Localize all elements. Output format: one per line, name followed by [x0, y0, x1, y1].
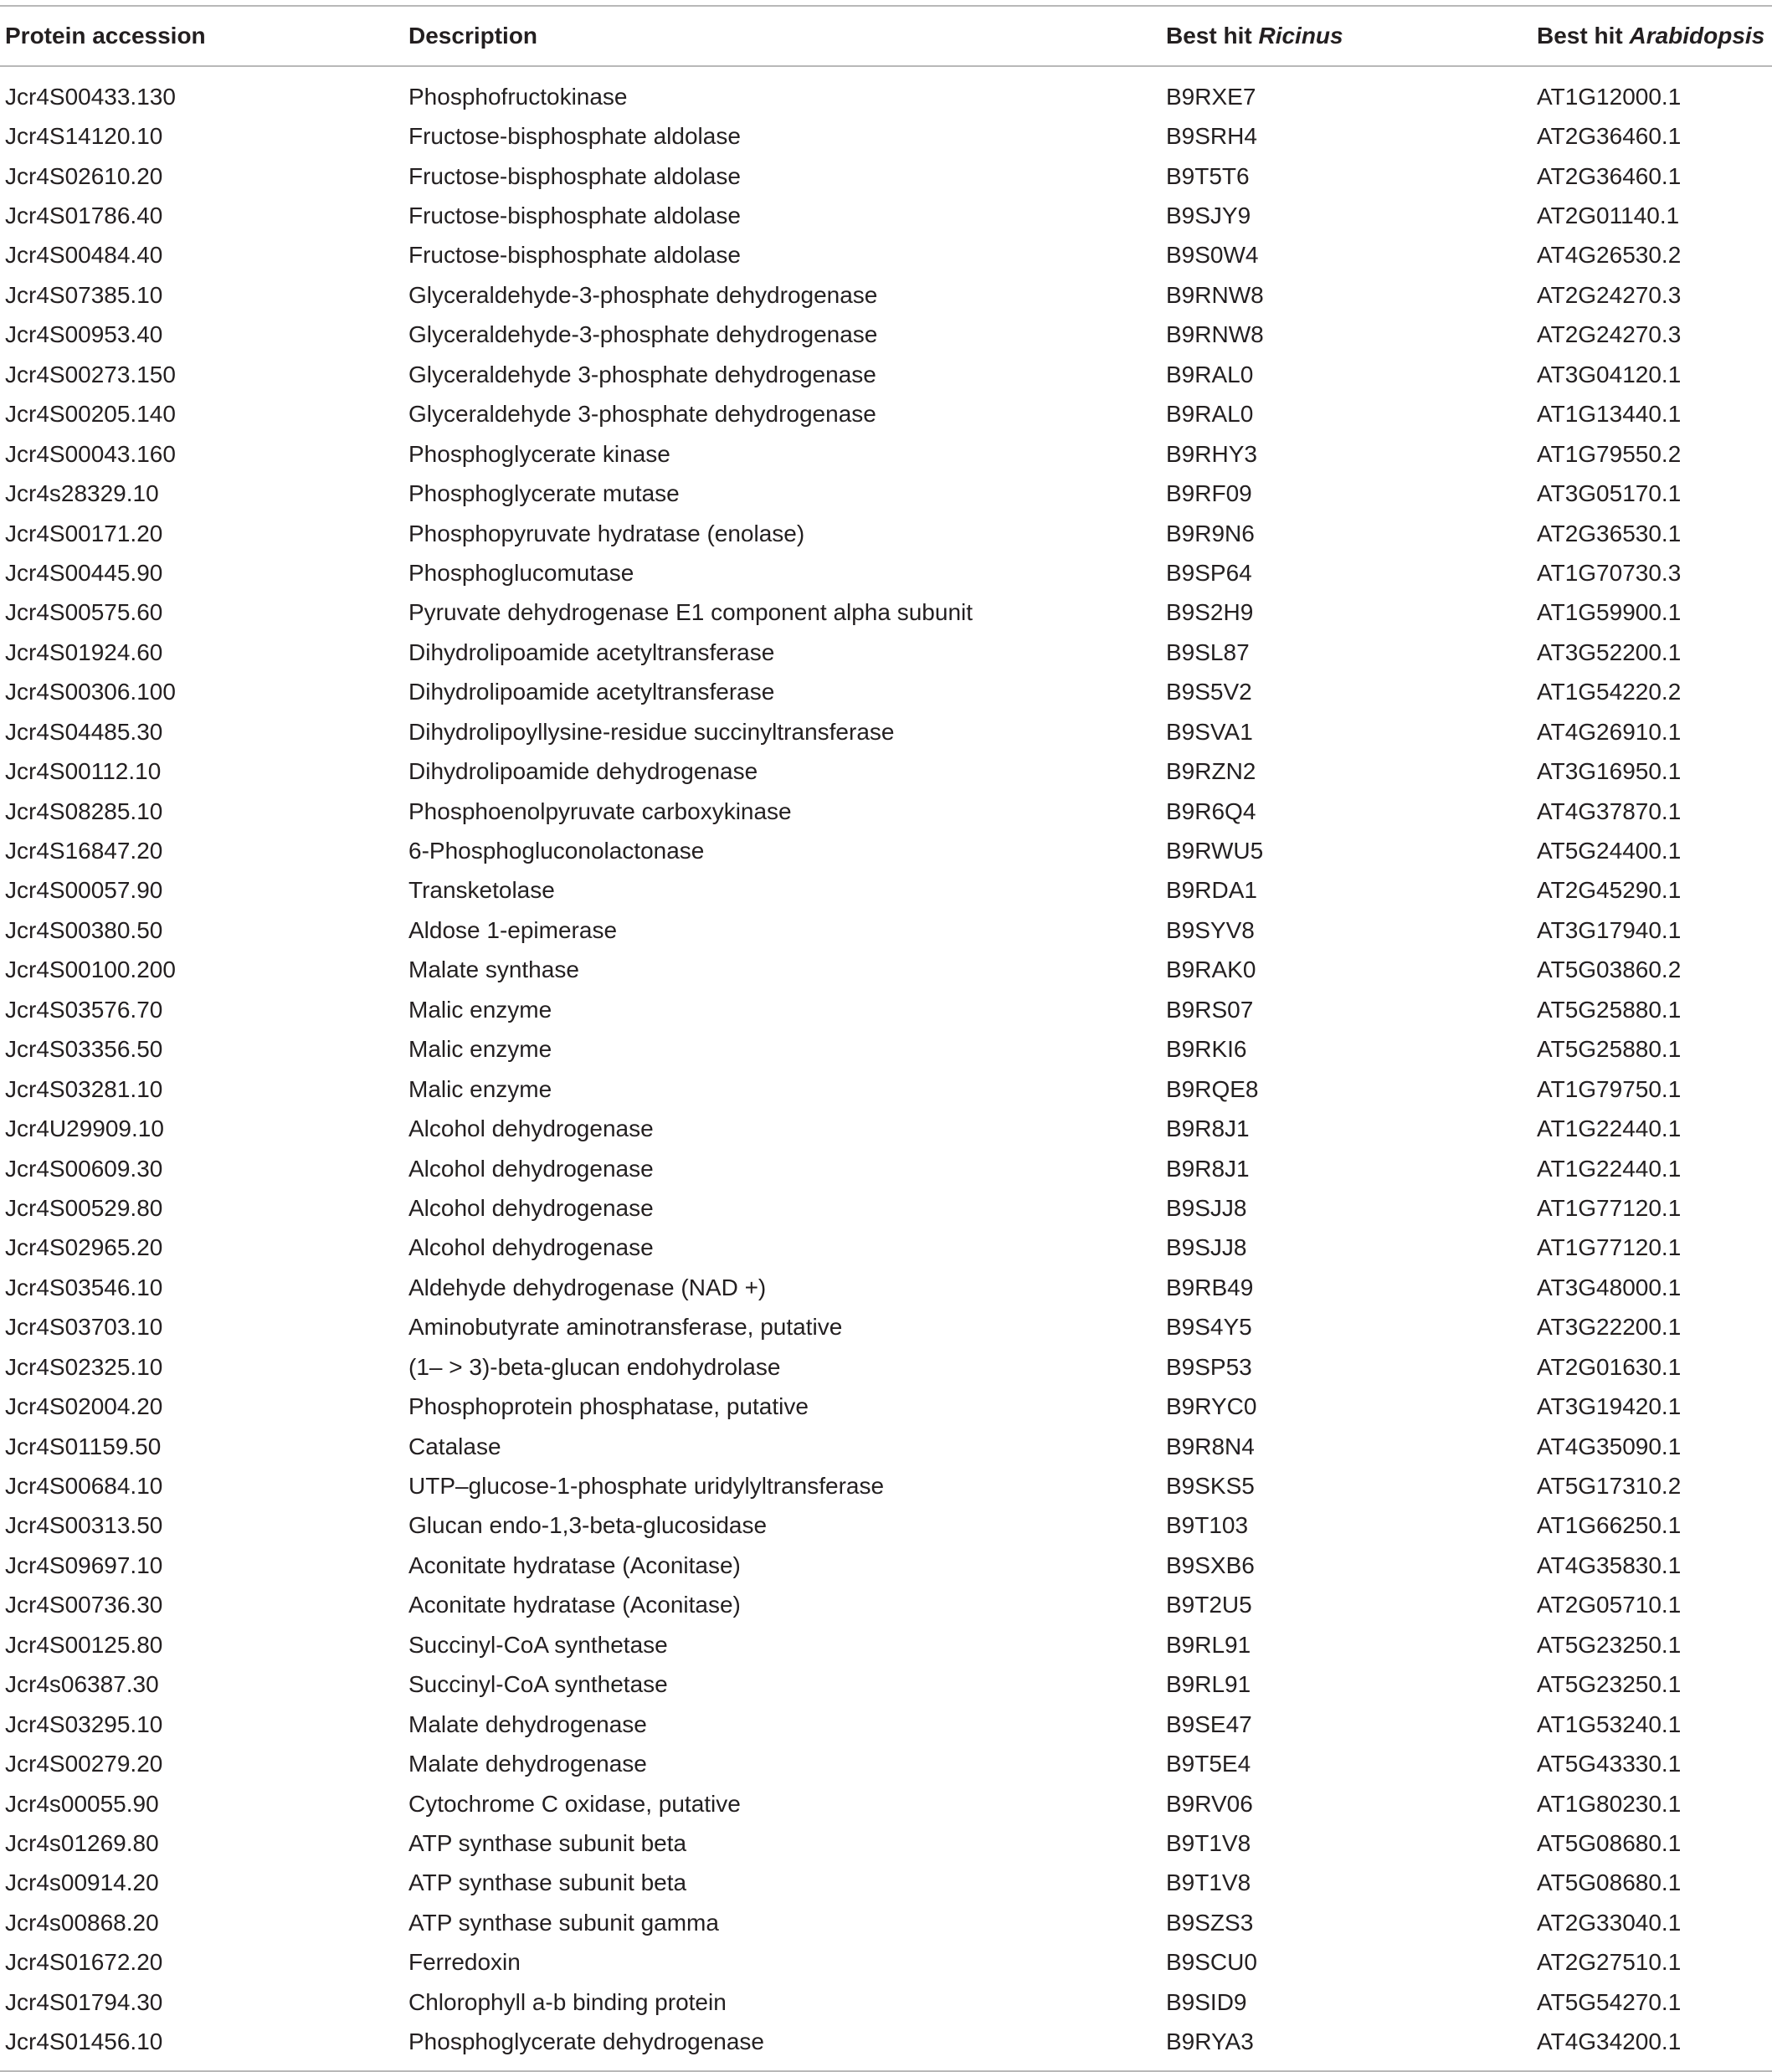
cell-description: 6-Phosphogluconolactonase [408, 838, 705, 864]
cell-best-hit-arabidopsis: AT4G34200.1 [1537, 2028, 1682, 2055]
cell-protein-accession: Jcr4S00484.40 [5, 242, 163, 269]
cell-best-hit-arabidopsis: AT3G04120.1 [1537, 361, 1682, 387]
cell-description: Dihydrolipoamide acetyltransferase [408, 679, 775, 705]
cell-best-hit-arabidopsis: AT5G54270.1 [1537, 1988, 1682, 2015]
header-arabidopsis-species: Arabidopsis [1629, 23, 1765, 49]
cell-description: Alcohol dehydrogenase [408, 1234, 654, 1261]
table-row [0, 1387, 1772, 1426]
cell-description: Phosphofructokinase [408, 83, 628, 110]
cell-description: Malate synthase [408, 957, 579, 983]
table-row [0, 1427, 1772, 1466]
cell-best-hit-arabidopsis: AT5G25880.1 [1537, 996, 1682, 1023]
protein-table [0, 5, 1772, 2072]
cell-description: Glyceraldehyde-3-phosphate dehydrogenase [408, 321, 878, 348]
table-row [0, 633, 1772, 672]
cell-best-hit-arabidopsis: AT3G52200.1 [1537, 639, 1682, 665]
cell-description: Malic enzyme [408, 1036, 552, 1063]
cell-protein-accession: Jcr4S03546.10 [5, 1274, 163, 1300]
table-row [0, 910, 1772, 950]
cell-best-hit-arabidopsis: AT2G24270.3 [1537, 321, 1682, 348]
table-row [0, 1069, 1772, 1109]
cell-best-hit-arabidopsis: AT2G01630.1 [1537, 1353, 1682, 1380]
cell-protein-accession: Jcr4S01456.10 [5, 2028, 163, 2055]
cell-best-hit-arabidopsis: AT3G48000.1 [1537, 1274, 1682, 1300]
cell-description: Alcohol dehydrogenase [408, 1155, 654, 1182]
cell-best-hit-arabidopsis: AT1G22440.1 [1537, 1115, 1682, 1142]
cell-protein-accession: Jcr4S08285.10 [5, 798, 163, 824]
cell-description: Ferredoxin [408, 1949, 521, 1976]
cell-best-hit-ricinus: B9T2U5 [1166, 1592, 1252, 1618]
cell-description: Malic enzyme [408, 996, 552, 1023]
cell-best-hit-arabidopsis: AT2G27510.1 [1537, 1949, 1682, 1976]
cell-best-hit-arabidopsis: AT4G37870.1 [1537, 798, 1682, 824]
cell-best-hit-ricinus: B9T1V8 [1166, 1829, 1251, 1856]
table-row [0, 751, 1772, 791]
cell-protein-accession: Jcr4S02965.20 [5, 1234, 163, 1261]
cell-description: Malate dehydrogenase [408, 1751, 647, 1777]
table-row [0, 1744, 1772, 1783]
cell-description: Aldehyde dehydrogenase (NAD +) [408, 1274, 767, 1300]
cell-best-hit-arabidopsis: AT1G59900.1 [1537, 599, 1682, 626]
cell-best-hit-ricinus: B9R6Q4 [1166, 798, 1256, 824]
cell-description: Pyruvate dehydrogenase E1 component alpha subunit [408, 599, 973, 626]
cell-best-hit-arabidopsis: AT2G05710.1 [1537, 1592, 1682, 1618]
cell-protein-accession: Jcr4s06387.30 [5, 1671, 159, 1698]
cell-best-hit-ricinus: B9RNW8 [1166, 281, 1264, 308]
table-row [0, 1625, 1772, 1664]
cell-best-hit-arabidopsis: AT4G35090.1 [1537, 1433, 1682, 1459]
table-row [0, 1347, 1772, 1387]
table-row [0, 395, 1772, 434]
cell-best-hit-ricinus: B9R8J1 [1166, 1155, 1250, 1182]
cell-best-hit-ricinus: B9SJJ8 [1166, 1234, 1247, 1261]
table-row [0, 1268, 1772, 1307]
cell-best-hit-ricinus: B9SRH4 [1166, 123, 1257, 150]
table-row [0, 116, 1772, 156]
cell-best-hit-ricinus: B9RAL0 [1166, 361, 1254, 387]
cell-best-hit-ricinus: B9R8N4 [1166, 1433, 1255, 1459]
cell-description: Fructose-bisphosphate aldolase [408, 203, 741, 229]
header-protein-accession: Protein accession [5, 23, 206, 49]
cell-best-hit-ricinus: B9RB49 [1166, 1274, 1254, 1300]
cell-protein-accession: Jcr4S00273.150 [5, 361, 176, 387]
cell-best-hit-ricinus: B9RXE7 [1166, 83, 1256, 110]
cell-best-hit-arabidopsis: AT3G17940.1 [1537, 916, 1682, 943]
table-row [0, 1228, 1772, 1268]
table-row [0, 1903, 1772, 1942]
cell-description: Aldose 1-epimerase [408, 916, 618, 943]
header-best-hit-ricinus [1166, 6, 1537, 66]
cell-protein-accession: Jcr4S01159.50 [5, 1433, 162, 1459]
cell-best-hit-arabidopsis: AT5G23250.1 [1537, 1631, 1682, 1658]
table-row [0, 1586, 1772, 1625]
cell-best-hit-ricinus: B9SP53 [1166, 1353, 1252, 1380]
cell-best-hit-ricinus: B9SP64 [1166, 559, 1252, 586]
cell-best-hit-arabidopsis: AT1G77120.1 [1537, 1194, 1682, 1221]
cell-description: Dihydrolipoamide dehydrogenase [408, 758, 758, 785]
table-row [0, 156, 1772, 196]
cell-description: Aminobutyrate aminotransferase, putative [408, 1314, 843, 1341]
cell-best-hit-arabidopsis: AT4G26910.1 [1537, 718, 1682, 745]
table-row [0, 553, 1772, 592]
cell-best-hit-arabidopsis: AT2G01140.1 [1537, 203, 1680, 229]
cell-description: Malic enzyme [408, 1075, 552, 1102]
cell-best-hit-ricinus: B9S2H9 [1166, 599, 1254, 626]
cell-description: Phosphoprotein phosphatase, putative [408, 1393, 809, 1420]
table-row [0, 712, 1772, 751]
table-row [0, 990, 1772, 1029]
cell-description: Succinyl-CoA synthetase [408, 1631, 668, 1658]
cell-description: ATP synthase subunit gamma [408, 1909, 719, 1936]
cell-description: Transketolase [408, 877, 555, 904]
cell-protein-accession: Jcr4S00445.90 [5, 559, 163, 586]
cell-description: Glyceraldehyde 3-phosphate dehydrogenase [408, 361, 876, 387]
cell-best-hit-ricinus: B9RQE8 [1166, 1075, 1259, 1102]
table-body [0, 66, 1772, 2071]
cell-description: ATP synthase subunit beta [408, 1829, 687, 1856]
cell-protein-accession: Jcr4S01924.60 [5, 639, 163, 665]
cell-best-hit-ricinus: B9RNW8 [1166, 321, 1264, 348]
cell-best-hit-arabidopsis: AT2G36530.1 [1537, 520, 1682, 546]
table-row [0, 1665, 1772, 1705]
cell-protein-accession: Jcr4s28329.10 [5, 480, 159, 507]
cell-description: Fructose-bisphosphate aldolase [408, 162, 741, 189]
table-row [0, 1506, 1772, 1546]
cell-protein-accession: Jcr4S04485.30 [5, 718, 163, 745]
cell-best-hit-ricinus: B9SJJ8 [1166, 1194, 1247, 1221]
cell-best-hit-arabidopsis: AT2G36460.1 [1537, 162, 1682, 189]
table-row [0, 1784, 1772, 1823]
cell-best-hit-arabidopsis: AT5G23250.1 [1537, 1671, 1682, 1698]
cell-description: Phosphoglucomutase [408, 559, 634, 586]
cell-description: Phosphoenolpyruvate carboxykinase [408, 798, 792, 824]
table-row [0, 275, 1772, 315]
cell-protein-accession: Jcr4s00055.90 [5, 1790, 159, 1817]
cell-protein-accession: Jcr4S00125.80 [5, 1631, 163, 1658]
cell-best-hit-arabidopsis: AT5G25880.1 [1537, 1036, 1682, 1063]
cell-best-hit-ricinus: B9SE47 [1166, 1710, 1252, 1737]
cell-best-hit-arabidopsis: AT3G19420.1 [1537, 1393, 1682, 1420]
cell-best-hit-ricinus: B9R9N6 [1166, 520, 1255, 546]
cell-description: Cytochrome C oxidase, putative [408, 1790, 741, 1817]
cell-description: Fructose-bisphosphate aldolase [408, 242, 741, 269]
cell-protein-accession: Jcr4S00306.100 [5, 679, 176, 705]
cell-best-hit-ricinus: B9SL87 [1166, 639, 1250, 665]
cell-best-hit-arabidopsis: AT2G45290.1 [1537, 877, 1682, 904]
cell-best-hit-ricinus: B9RKI6 [1166, 1036, 1247, 1063]
cell-best-hit-ricinus: B9RS07 [1166, 996, 1254, 1023]
cell-best-hit-arabidopsis: AT1G70730.3 [1537, 559, 1682, 586]
cell-protein-accession: Jcr4S03295.10 [5, 1710, 163, 1737]
cell-best-hit-arabidopsis: AT5G03860.2 [1537, 957, 1682, 983]
header-row [0, 6, 1772, 66]
header-arabidopsis-prefix: Best hit [1537, 23, 1630, 49]
table-row [0, 871, 1772, 910]
cell-best-hit-ricinus: B9SCU0 [1166, 1949, 1257, 1976]
cell-best-hit-arabidopsis: AT5G08680.1 [1537, 1829, 1682, 1856]
cell-protein-accession: Jcr4S02325.10 [5, 1353, 163, 1380]
cell-protein-accession: Jcr4S00380.50 [5, 916, 163, 943]
cell-best-hit-arabidopsis: AT3G16950.1 [1537, 758, 1682, 785]
cell-description: Malate dehydrogenase [408, 1710, 647, 1737]
table-row [0, 2022, 1772, 2070]
table-row [0, 1943, 1772, 1982]
cell-protein-accession: Jcr4S00112.10 [5, 758, 162, 785]
cell-protein-accession: Jcr4S00433.130 [5, 83, 176, 110]
cell-description: Fructose-bisphosphate aldolase [408, 123, 741, 150]
cell-best-hit-arabidopsis: AT5G08680.1 [1537, 1869, 1682, 1896]
table-row [0, 1546, 1772, 1585]
cell-protein-accession: Jcr4s01269.80 [5, 1829, 159, 1856]
cell-best-hit-arabidopsis: AT5G43330.1 [1537, 1751, 1682, 1777]
table-row [0, 355, 1772, 394]
cell-protein-accession: Jcr4S03281.10 [5, 1075, 163, 1102]
cell-description: Alcohol dehydrogenase [408, 1115, 654, 1142]
cell-best-hit-arabidopsis: AT4G35830.1 [1537, 1551, 1682, 1578]
cell-best-hit-ricinus: B9RAK0 [1166, 957, 1256, 983]
cell-best-hit-arabidopsis: AT1G13440.1 [1537, 401, 1682, 428]
cell-description: Phosphoglycerate dehydrogenase [408, 2028, 764, 2055]
table-row [0, 1823, 1772, 1863]
cell-protein-accession: Jcr4S00100.200 [5, 957, 176, 983]
cell-best-hit-arabidopsis: AT5G24400.1 [1537, 838, 1682, 864]
cell-description: UTP–glucose-1-phosphate uridylyltransferase [408, 1473, 885, 1500]
cell-protein-accession: Jcr4S00953.40 [5, 321, 163, 348]
cell-best-hit-arabidopsis: AT2G33040.1 [1537, 1909, 1682, 1936]
cell-best-hit-arabidopsis: AT1G54220.2 [1537, 679, 1682, 705]
cell-best-hit-ricinus: B9RZN2 [1166, 758, 1256, 785]
cell-protein-accession: Jcr4S01794.30 [5, 1988, 163, 2015]
cell-protein-accession: Jcr4S07385.10 [5, 281, 163, 308]
cell-protein-accession: Jcr4S03356.50 [5, 1036, 163, 1063]
cell-best-hit-ricinus: B9RYA3 [1166, 2028, 1254, 2055]
cell-protein-accession: Jcr4S00736.30 [5, 1592, 163, 1618]
cell-protein-accession: Jcr4s00868.20 [5, 1909, 159, 1936]
table-row [0, 1466, 1772, 1505]
table-row [0, 514, 1772, 553]
cell-description: Alcohol dehydrogenase [408, 1194, 654, 1221]
cell-best-hit-ricinus: B9SYV8 [1166, 916, 1255, 943]
table-row [0, 831, 1772, 870]
cell-best-hit-ricinus: B9RDA1 [1166, 877, 1257, 904]
cell-best-hit-ricinus: B9SXB6 [1166, 1551, 1255, 1578]
cell-description: Glucan endo-1,3-beta-glucosidase [408, 1512, 768, 1539]
cell-best-hit-ricinus: B9RAL0 [1166, 401, 1254, 428]
cell-protein-accession: Jcr4S00057.90 [5, 877, 163, 904]
cell-best-hit-ricinus: B9RL91 [1166, 1631, 1251, 1658]
cell-description: Dihydrolipoamide acetyltransferase [408, 639, 775, 665]
table-row [0, 474, 1772, 513]
cell-protein-accession: Jcr4s00914.20 [5, 1869, 159, 1896]
table-row [0, 66, 1772, 116]
cell-protein-accession: Jcr4S00171.20 [5, 520, 163, 546]
cell-best-hit-ricinus: B9RWU5 [1166, 838, 1264, 864]
header-ricinus-prefix: Best hit [1166, 23, 1259, 49]
cell-best-hit-ricinus: B9T5E4 [1166, 1751, 1251, 1777]
table-row [0, 951, 1772, 990]
cell-protein-accession: Jcr4S01786.40 [5, 203, 163, 229]
table-header [0, 6, 1772, 66]
cell-best-hit-ricinus: B9T103 [1166, 1512, 1249, 1539]
cell-protein-accession: Jcr4S03576.70 [5, 996, 163, 1023]
table-row [0, 792, 1772, 831]
table-row [0, 1705, 1772, 1744]
table-row [0, 1030, 1772, 1069]
cell-best-hit-arabidopsis: AT1G80230.1 [1537, 1790, 1682, 1817]
cell-description: Aconitate hydratase (Aconitase) [408, 1551, 741, 1578]
cell-best-hit-arabidopsis: AT1G12000.1 [1537, 83, 1682, 110]
cell-best-hit-ricinus: B9T5T6 [1166, 162, 1250, 189]
cell-best-hit-arabidopsis: AT1G22440.1 [1537, 1155, 1682, 1182]
cell-description: ATP synthase subunit beta [408, 1869, 687, 1896]
table-row [0, 593, 1772, 633]
cell-best-hit-arabidopsis: AT2G24270.3 [1537, 281, 1682, 308]
cell-protein-accession: Jcr4S01672.20 [5, 1949, 163, 1976]
cell-best-hit-arabidopsis: AT1G79550.2 [1537, 440, 1682, 467]
header-best-hit-arabidopsis [1537, 6, 1772, 66]
cell-protein-accession: Jcr4S14120.10 [5, 123, 163, 150]
cell-best-hit-arabidopsis: AT2G36460.1 [1537, 123, 1682, 150]
cell-protein-accession: Jcr4S00205.140 [5, 401, 176, 428]
cell-description: Phosphoglycerate mutase [408, 480, 680, 507]
cell-best-hit-ricinus: B9R8J1 [1166, 1115, 1250, 1142]
cell-best-hit-ricinus: B9SJY9 [1166, 203, 1251, 229]
cell-description: Aconitate hydratase (Aconitase) [408, 1592, 741, 1618]
cell-best-hit-ricinus: B9T1V8 [1166, 1869, 1251, 1896]
cell-best-hit-ricinus: B9S0W4 [1166, 242, 1259, 269]
cell-protein-accession: Jcr4U29909.10 [5, 1115, 164, 1142]
header-ricinus-species: Ricinus [1258, 23, 1343, 49]
cell-protein-accession: Jcr4S16847.20 [5, 838, 163, 864]
cell-best-hit-ricinus: B9SID9 [1166, 1988, 1247, 2015]
cell-description: Phosphoglycerate kinase [408, 440, 670, 467]
cell-protein-accession: Jcr4S00529.80 [5, 1194, 163, 1221]
cell-protein-accession: Jcr4S00684.10 [5, 1473, 163, 1500]
cell-best-hit-ricinus: B9RV06 [1166, 1790, 1253, 1817]
cell-description: Chlorophyll a-b binding protein [408, 1988, 727, 2015]
table-row [0, 1982, 1772, 2022]
table-row [0, 434, 1772, 474]
cell-description: Dihydrolipoyllysine-residue succinyltransferase [408, 718, 895, 745]
cell-description: Phosphopyruvate hydratase (enolase) [408, 520, 805, 546]
cell-best-hit-ricinus: B9RL91 [1166, 1671, 1251, 1698]
cell-best-hit-ricinus: B9RHY3 [1166, 440, 1257, 467]
cell-best-hit-ricinus: B9SKS5 [1166, 1473, 1255, 1500]
cell-best-hit-arabidopsis: AT5G17310.2 [1537, 1473, 1682, 1500]
table-row [0, 315, 1772, 355]
cell-protein-accession: Jcr4S09697.10 [5, 1551, 163, 1578]
cell-best-hit-ricinus: B9S5V2 [1166, 679, 1252, 705]
cell-description: Catalase [408, 1433, 501, 1459]
cell-protein-accession: Jcr4S00043.160 [5, 440, 176, 467]
cell-best-hit-ricinus: B9SVA1 [1166, 718, 1253, 745]
table-row [0, 673, 1772, 712]
table-row [0, 1188, 1772, 1228]
cell-best-hit-arabidopsis: AT1G79750.1 [1537, 1075, 1682, 1102]
table-row [0, 196, 1772, 235]
cell-best-hit-ricinus: B9S4Y5 [1166, 1314, 1252, 1341]
header-description: Description [408, 23, 538, 49]
table-row [0, 1109, 1772, 1148]
cell-best-hit-arabidopsis: AT3G05170.1 [1537, 480, 1682, 507]
table-row [0, 1864, 1772, 1903]
cell-description: Succinyl-CoA synthetase [408, 1671, 668, 1698]
cell-protein-accession: Jcr4S00313.50 [5, 1512, 163, 1539]
table-row [0, 236, 1772, 275]
cell-protein-accession: Jcr4S02610.20 [5, 162, 163, 189]
table-row [0, 1149, 1772, 1188]
cell-protein-accession: Jcr4S03703.10 [5, 1314, 163, 1341]
cell-best-hit-ricinus: B9RYC0 [1166, 1393, 1257, 1420]
cell-protein-accession: Jcr4S00279.20 [5, 1751, 163, 1777]
cell-best-hit-ricinus: B9RF09 [1166, 480, 1252, 507]
cell-best-hit-arabidopsis: AT1G77120.1 [1537, 1234, 1682, 1261]
cell-description: (1– > 3)-beta-glucan endohydrolase [408, 1353, 781, 1380]
cell-best-hit-arabidopsis: AT3G22200.1 [1537, 1314, 1682, 1341]
cell-best-hit-arabidopsis: AT1G53240.1 [1537, 1710, 1682, 1737]
cell-protein-accession: Jcr4S00575.60 [5, 599, 163, 626]
table-row [0, 1308, 1772, 1347]
cell-description: Glyceraldehyde 3-phosphate dehydrogenase [408, 401, 876, 428]
cell-protein-accession: Jcr4S00609.30 [5, 1155, 163, 1182]
cell-protein-accession: Jcr4S02004.20 [5, 1393, 163, 1420]
cell-best-hit-arabidopsis: AT1G66250.1 [1537, 1512, 1682, 1539]
cell-best-hit-arabidopsis: AT4G26530.2 [1537, 242, 1682, 269]
cell-best-hit-ricinus: B9SZS3 [1166, 1909, 1254, 1936]
cell-description: Glyceraldehyde-3-phosphate dehydrogenase [408, 281, 878, 308]
